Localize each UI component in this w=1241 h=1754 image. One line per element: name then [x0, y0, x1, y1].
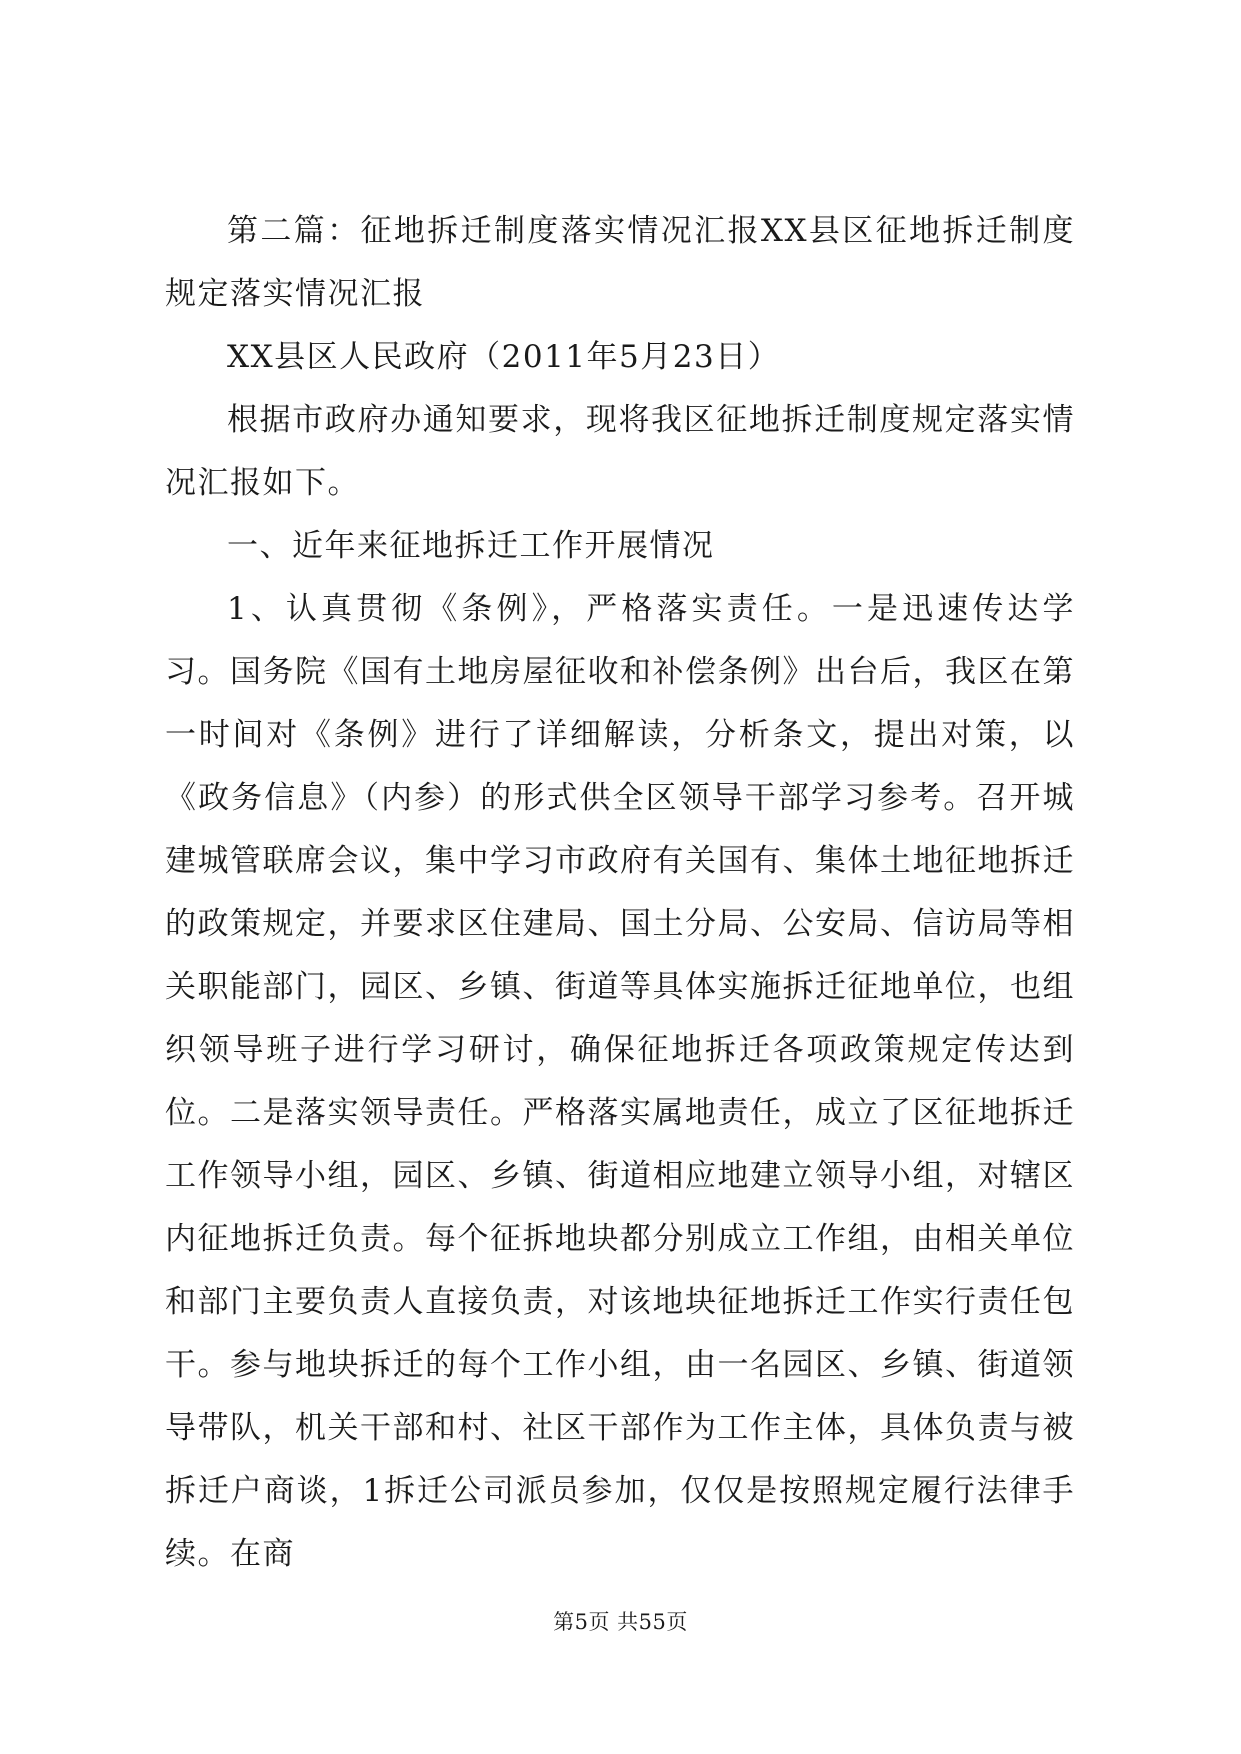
heading-paragraph: 第二篇：征地拆迁制度落实情况汇报XX县区征地拆迁制度规定落实情况汇报 — [165, 213, 1075, 312]
page-footer: 第5页 共55页 — [553, 1610, 688, 1634]
document-body — [165, 200, 1075, 1586]
issuer-date-paragraph: XX县区人民政府（2011年5月23日） — [227, 339, 781, 375]
section-heading: 一、近年来征地拆迁工作开展情况 — [227, 528, 715, 564]
body-paragraph: 1、认真贯彻《条例》，严格落实责任。一是迅速传达学习。国务院《国有土地房屋征收和补偿条例》出台后，我区在第一时间对《条例》进行了详细解读，分析条文，提出对策，以《政务信息》（内参）的形式供全区领导干部学习参考。召开城建城管联席会议，集中学习市政府有关国有、集体土地征地拆迁的政策规定，并要求区住建局、国土分局、公安局、信访局等相关职能部门，园区、乡镇、街道等具体实施拆迁征地单位，也组织领导班子进行学习研讨，确保征地拆迁各项政策规定传达到位。二是落实领导责任。严格落实属地责任，成立了区征地拆迁工作领导小组，园区、乡镇、街道相应地建立领导小组，对辖区内征地拆迁负责。每个征拆地块都分别成立工作组，由相关单位和部门主要负责人直接负责，对该地块征地拆迁工作实行责任包干。参与地块拆迁的每个工作小组，由一名园区、乡镇、街道领导带队，机关干部和村、社区干部作为工作主体，具体负责与被拆迁户商谈，1拆迁公司派员参加，仅仅是按照规定履行法律手续。在商 — [165, 591, 1075, 1572]
intro-paragraph: 根据市政府办通知要求，现将我区征地拆迁制度规定落实情况汇报如下。 — [165, 402, 1075, 501]
